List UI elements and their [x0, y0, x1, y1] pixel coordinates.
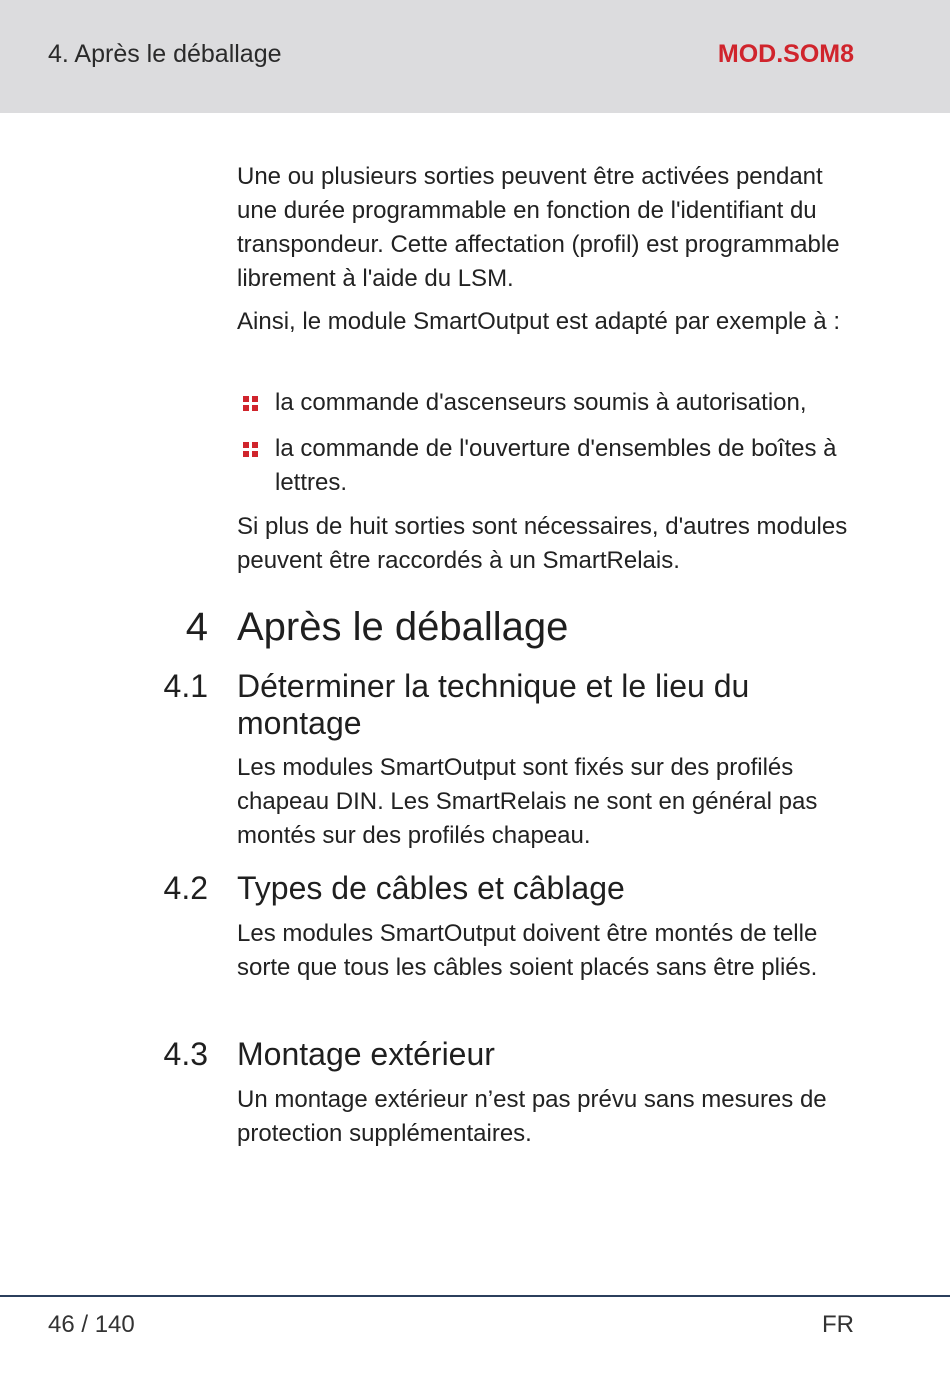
intro-paragraph-2-block	[237, 305, 857, 339]
intro-paragraph-3: Si plus de huit sorties sont nécessaires, d'autres modules peuvent être raccordés à un SmartRelais.	[237, 513, 848, 574]
intro-paragraph-3-block	[237, 510, 857, 578]
intro-paragraph-1: Une ou plusieurs sorties peuvent être activées pendant une durée programmable en fonction de l'identifiant du transpondeur. Cette affectation (profil) est programmable librement à l'aide du LSM.	[237, 163, 840, 292]
section-body-4-3: Un montage extérieur n’est pas prévu sans mesures de protection supplémentaires.	[237, 1086, 827, 1147]
language-code: FR	[822, 1311, 854, 1338]
list-item-text: la commande de l'ouverture d'ensembles de boîtes à lettres.	[275, 435, 837, 496]
section-body-4-1-block	[237, 751, 857, 853]
chapter-number: 4	[185, 605, 208, 649]
bullet-icon	[243, 396, 259, 412]
list-item	[237, 432, 857, 500]
chapter-title: Après le déballage	[237, 605, 569, 649]
list-item	[237, 386, 857, 420]
section-number-4-3: 4.3	[163, 1036, 208, 1072]
intro-paragraph-1-block	[237, 160, 857, 296]
header-product-code: MOD.SOM8	[717, 40, 854, 68]
section-title-4-3: Montage extérieur	[237, 1036, 495, 1072]
section-body-4-3-block	[237, 1083, 857, 1151]
page-number: 46 / 140	[48, 1311, 135, 1338]
header-section-title: 4. Après le déballage	[48, 40, 282, 68]
section-number-4-2: 4.2	[163, 870, 208, 906]
list-item-text: la commande d'ascenseurs soumis à autorisation,	[275, 389, 807, 416]
intro-paragraph-2: Ainsi, le module SmartOutput est adapté par exemple à :	[237, 308, 840, 335]
bullet-icon	[243, 442, 259, 458]
section-title-4-2: Types de câbles et câblage	[237, 870, 625, 906]
page-header	[0, 0, 950, 113]
section-body-4-2: Les modules SmartOutput doivent être montés de telle sorte que tous les câbles soient placés sans être pliés.	[237, 920, 818, 981]
footer-divider	[0, 1295, 950, 1297]
section-title-4-1: Déterminer la technique et le lieu du montage	[237, 668, 750, 741]
section-number-4-1: 4.1	[163, 668, 208, 704]
section-body-4-2-block	[237, 917, 857, 985]
section-body-4-1: Les modules SmartOutput sont fixés sur des profilés chapeau DIN. Les SmartRelais ne sont en général pas montés sur des profilés chapeau.	[237, 754, 818, 849]
